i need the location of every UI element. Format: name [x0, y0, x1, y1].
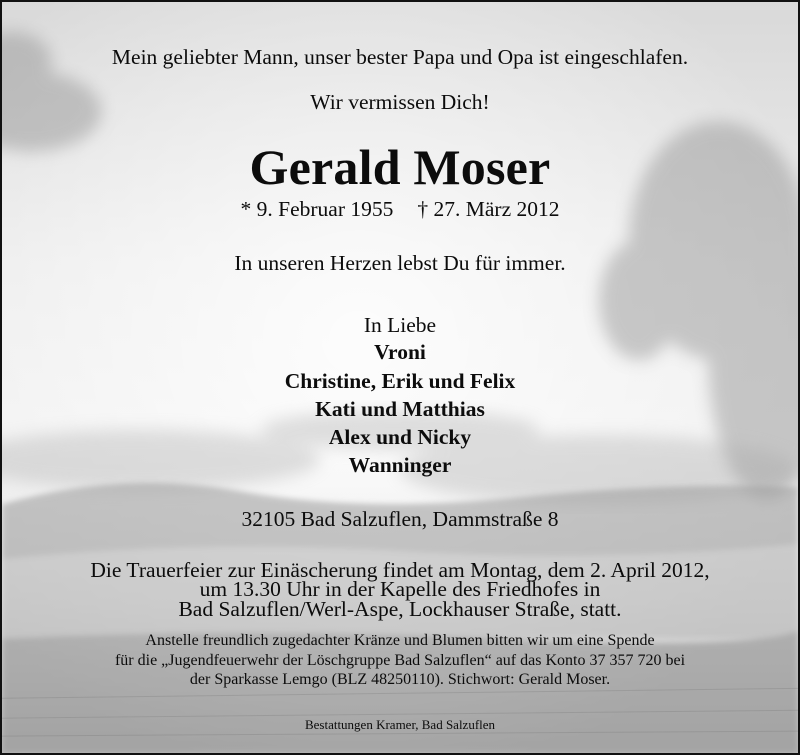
family-address: 32105 Bad Salzuflen, Dammstraße 8: [241, 507, 559, 531]
life-dates: [2, 198, 798, 222]
love-line: In Liebe: [363, 313, 437, 337]
donation-line: für die „Jugendfeuerwehr der Löschgruppe Bad Salzuflen“ auf das Konto 37 357 720 bei: [114, 652, 686, 669]
donation-line: der Sparkasse Lemgo (BLZ 48250110). Stichwort: Gerald Moser.: [189, 671, 611, 688]
mourner-name: Wanninger: [348, 453, 452, 477]
ceremony-line: um 13.30 Uhr in der Kapelle des Friedhofes in: [199, 577, 601, 601]
undertaker-credit: Bestattungen Kramer, Bad Salzuflen: [304, 717, 496, 732]
memory-line: In unseren Herzen lebst Du für immer.: [234, 251, 566, 275]
mourner-name: Vroni: [374, 340, 426, 364]
ceremony-line: Bad Salzuflen/Werl-Aspe, Lockhauser Straße, statt.: [178, 597, 622, 621]
notice-text: [2, 2, 798, 753]
opening-line: Mein geliebter Mann, unser bester Papa und Opa ist eingeschlafen.: [111, 45, 689, 69]
mourner-name: Alex und Nicky: [328, 425, 472, 449]
mourner-name: Kati und Matthias: [315, 397, 485, 421]
deceased-name: Gerald Moser: [249, 139, 551, 195]
donation-line: Anstelle freundlich zugedachter Kränze und Blumen bitten wir um eine Spende: [145, 632, 655, 649]
birth-date: * 9. Februar 1955: [240, 197, 394, 221]
miss-line: Wir vermissen Dich!: [310, 90, 490, 114]
death-date: † 27. März 2012: [417, 197, 560, 221]
mourner-name: Christine, Erik und Felix: [284, 369, 516, 393]
ceremony-line: Die Trauerfeier zur Einäscherung findet am Montag, dem 2. April 2012,: [90, 558, 710, 582]
